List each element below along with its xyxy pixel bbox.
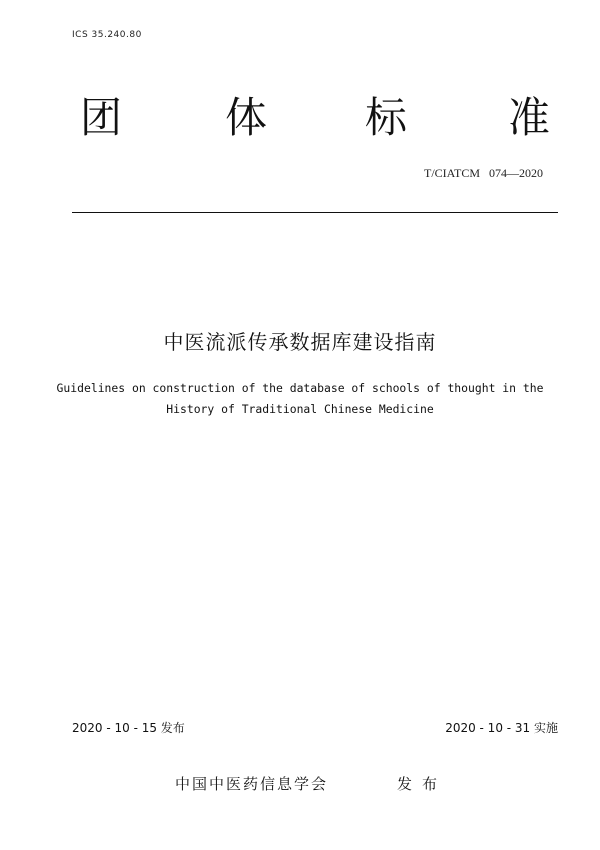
publisher-name: 中国中医药信息学会 xyxy=(175,775,329,793)
title-english-line-2: History of Traditional Chinese Medicine xyxy=(166,402,434,416)
header-divider xyxy=(72,212,558,213)
ics-code: ICS 35.240.80 xyxy=(72,30,142,40)
implementation-date: 2020 - 10 - 31 实施 xyxy=(445,721,558,735)
issue-date: 2020 - 10 - 15 发布 xyxy=(72,721,185,735)
publisher-action: 发布 xyxy=(397,775,448,793)
standard-type-char: 标 xyxy=(365,93,408,142)
standard-type-title xyxy=(60,92,560,152)
standard-type-char: 团 xyxy=(80,93,123,142)
standard-type-char: 体 xyxy=(225,93,268,142)
standard-type-char: 准 xyxy=(508,93,551,142)
title-english xyxy=(0,378,600,420)
standard-number: T/CIATCM 074—2020 xyxy=(423,166,543,180)
title-english-line-1: Guidelines on construction of the database of schools of thought in the xyxy=(56,381,544,395)
title-chinese: 中医流派传承数据库建设指南 xyxy=(163,330,437,354)
